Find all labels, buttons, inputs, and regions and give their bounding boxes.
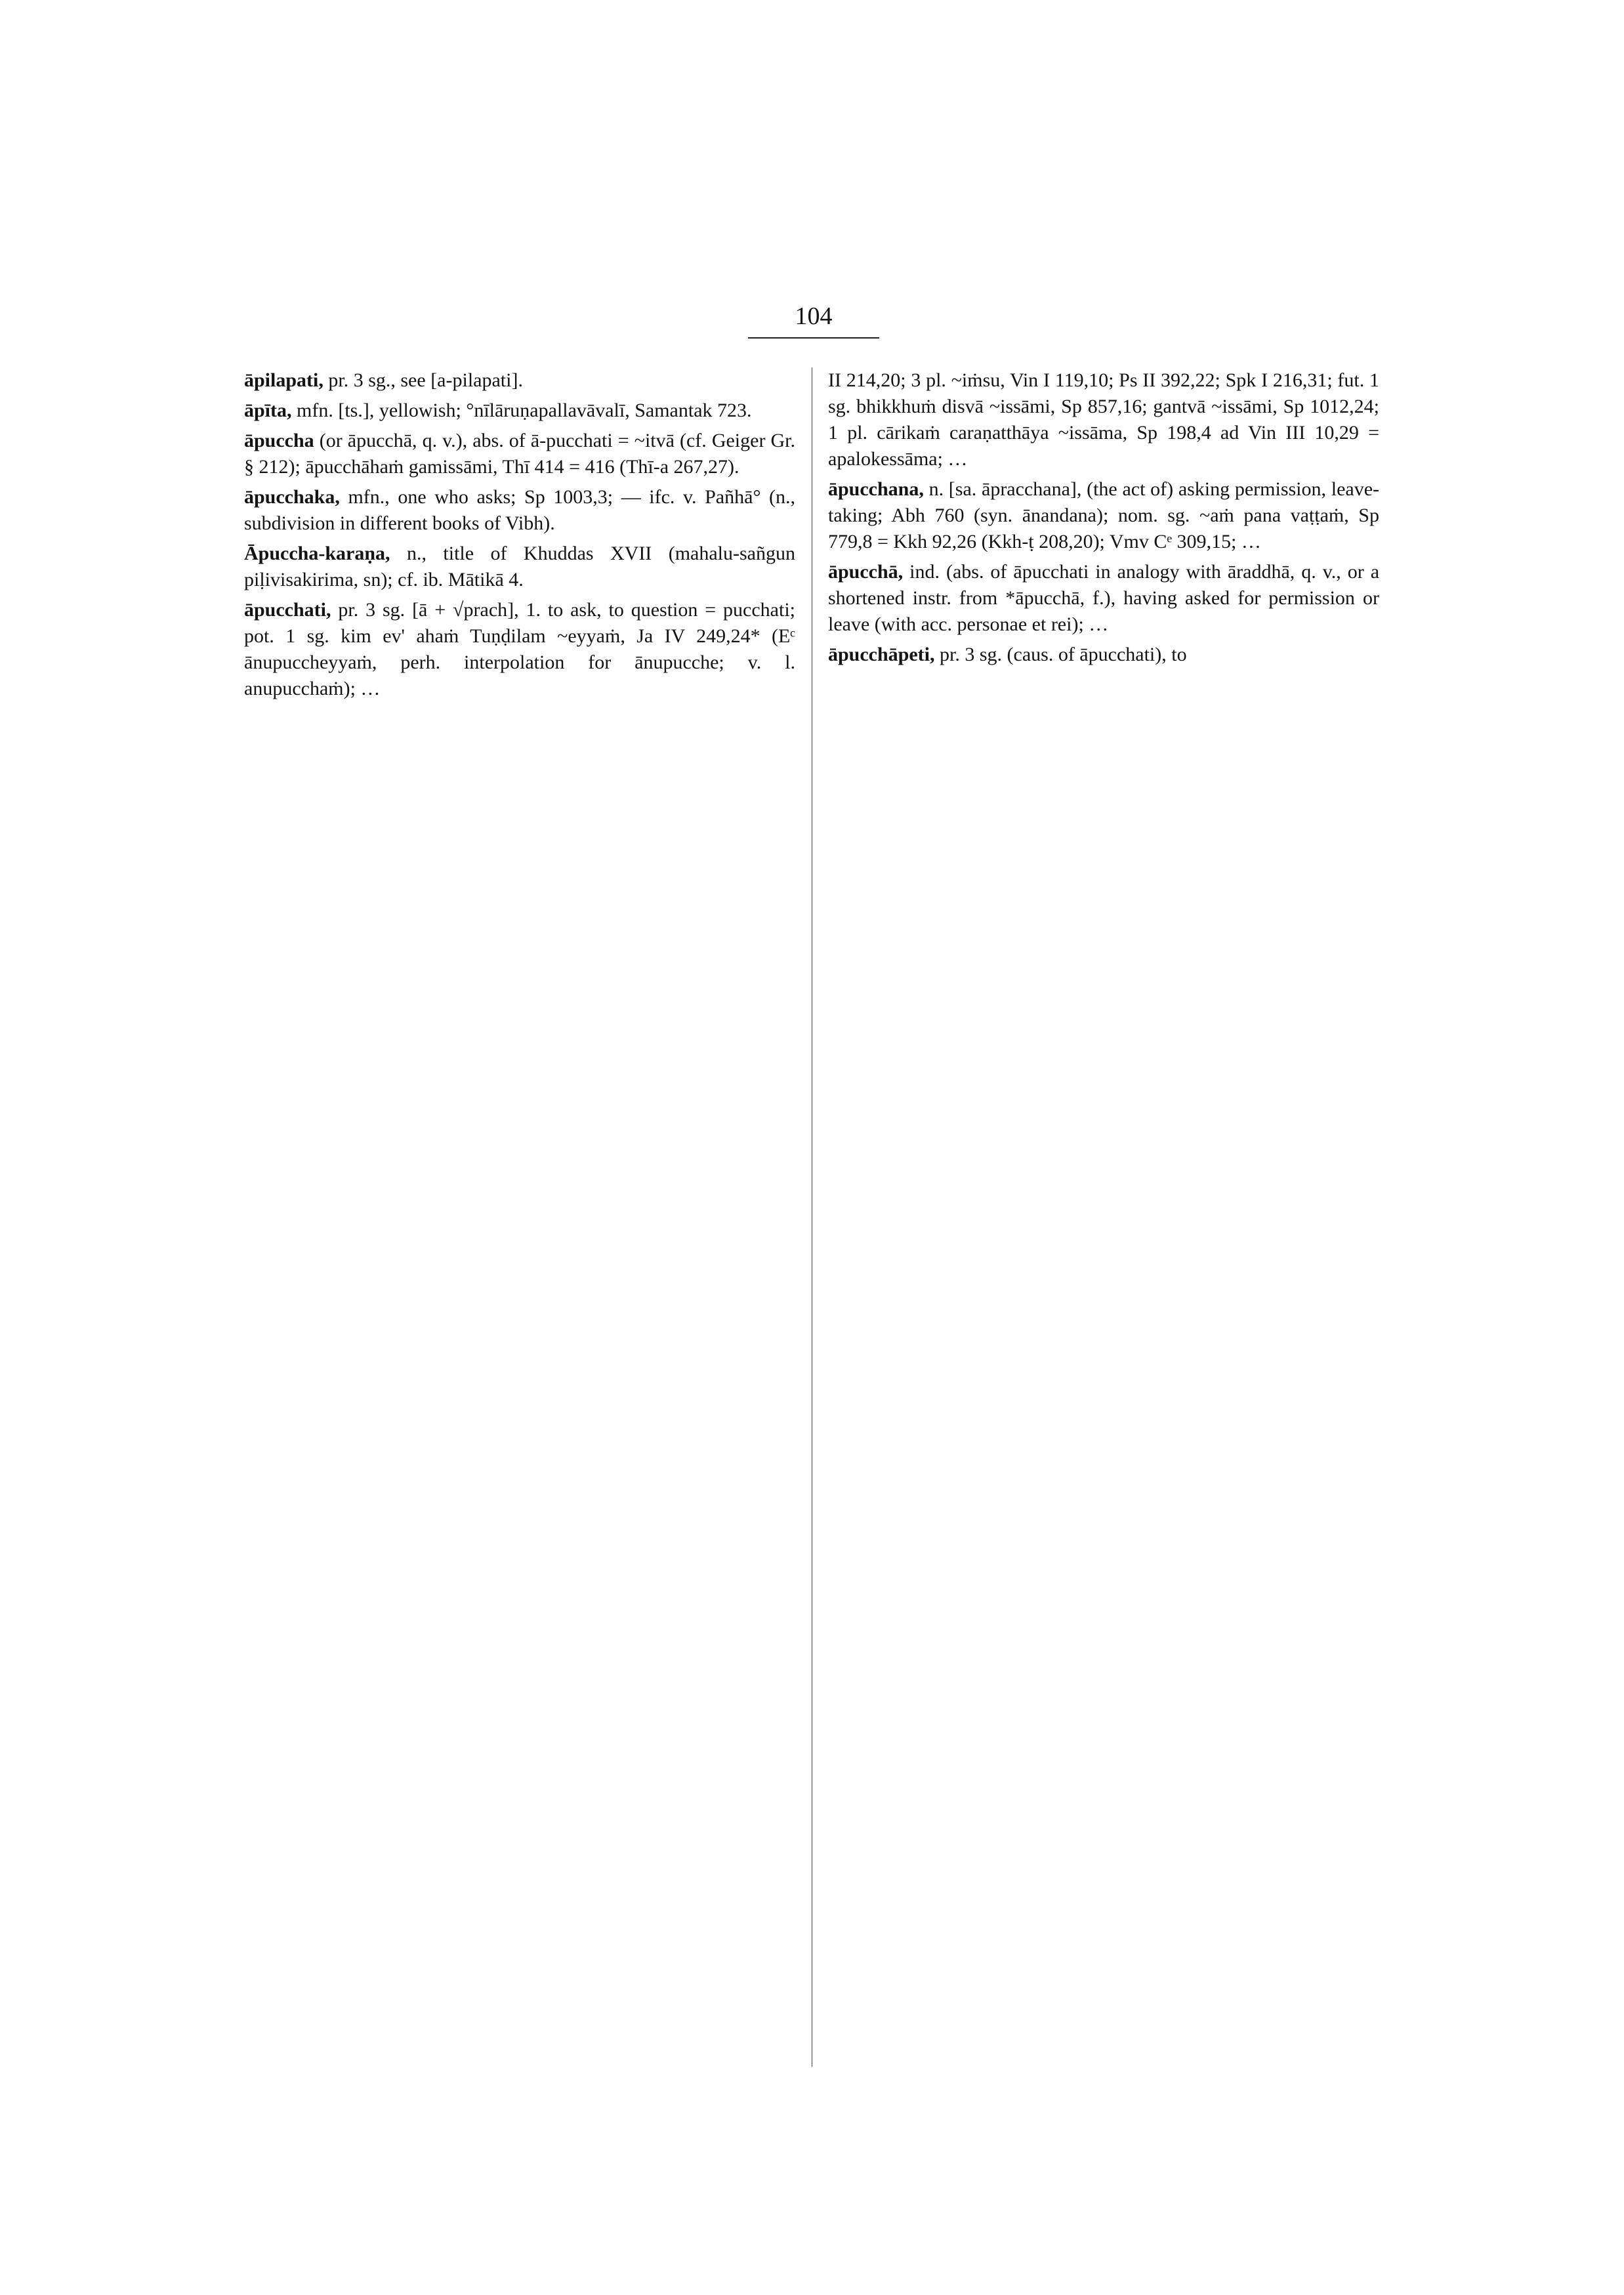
header-rule bbox=[748, 337, 879, 339]
entry-apucchapeti bbox=[828, 642, 1379, 668]
headword: āpilapati, bbox=[244, 369, 323, 391]
entry-continuation: II 214,20; 3 pl. ~iṁsu, Vin I 119,10; Ps II 392,22; Spk I 216,31; fut. 1 sg. bhikkhuṁ disvā ~issāmi, Sp 857,16; gantvā ~issāmi, Sp 1012,24; 1 pl. cārikaṁ caraṇatthāya ~issāma, Sp 198,4 ad Vin III 10,29 = apalokessāma; … bbox=[828, 369, 1379, 470]
headword: āpucchāpeti, bbox=[828, 644, 935, 665]
entry-text: ind. (abs. of āpucchati in analogy with āraddhā, q. v., or a shortened instr. from *āpucchā, f.), having asked for permission or leave (with acc. personae et rei); … bbox=[828, 561, 1380, 635]
entry-text: (or āpucchā, q. v.), abs. of ā-pucchati = ~itvā (cf. Geiger Gr. § 212); āpucchāhaṁ gamissāmi, Thī 414 = 416 (Thī-a 267,27). bbox=[244, 430, 795, 478]
entry-text: mfn. [ts.], yellowish; °nīlāruṇapallavāvalī, Samantak 723. bbox=[297, 400, 752, 421]
entry-apita bbox=[244, 398, 795, 424]
entry-apilapati bbox=[244, 367, 795, 394]
headword: āpucchati, bbox=[244, 599, 331, 621]
entry-apucchaka bbox=[244, 484, 795, 537]
headword: āpucchaka, bbox=[244, 486, 340, 508]
entry-apuccha-karana bbox=[244, 541, 795, 593]
entry-apuccha-ind bbox=[828, 559, 1379, 638]
entry-apucchana bbox=[828, 476, 1379, 555]
entry-text: n. [sa. āpracchana], (the act of) asking permission, leave-taking; Abh 760 (syn. ānandana); nom. sg. ~aṁ pana vaṭṭaṁ, Sp 779,8 = Kkh 92,26 (Kkh-ṭ 208,20); Vmv Cᵉ 309,15; … bbox=[828, 478, 1379, 552]
entry-text: pr. 3 sg., see [a-pilapati]. bbox=[328, 369, 523, 391]
right-column bbox=[828, 367, 1379, 672]
headword: āpucchana, bbox=[828, 478, 924, 500]
page-number: 104 bbox=[795, 302, 833, 330]
headword: āpuccha bbox=[244, 430, 314, 451]
headword: āpucchā, bbox=[828, 561, 904, 583]
entry-text: pr. 3 sg. (caus. of āpucchati), to bbox=[940, 644, 1187, 665]
entry-text: mfn., one who asks; Sp 1003,3; — ifc. v. Pañhā° (n., subdivision in different books of Vibh). bbox=[244, 486, 795, 534]
entry-apuccha bbox=[244, 428, 795, 480]
headword: āpīta, bbox=[244, 400, 292, 421]
headword: Āpuccha-karaṇa, bbox=[244, 543, 390, 564]
left-column bbox=[244, 367, 795, 706]
entry-text: n., title of Khuddas XVII (mahalu-sañgun piḷivisakirima, sn); cf. ib. Mātikā 4. bbox=[244, 543, 795, 590]
entry-apucchati bbox=[244, 597, 795, 702]
entry-text: pr. 3 sg. [ā + √prach], 1. to ask, to question = pucchati; pot. 1 sg. kim ev' ahaṁ Tuṇḍilam ~eyyaṁ, Ja IV 249,24* (Eᶜ ānupuccheyyaṁ, perh. interpolation for ānupucche; v. l. anupucchaṁ); … bbox=[244, 599, 795, 699]
